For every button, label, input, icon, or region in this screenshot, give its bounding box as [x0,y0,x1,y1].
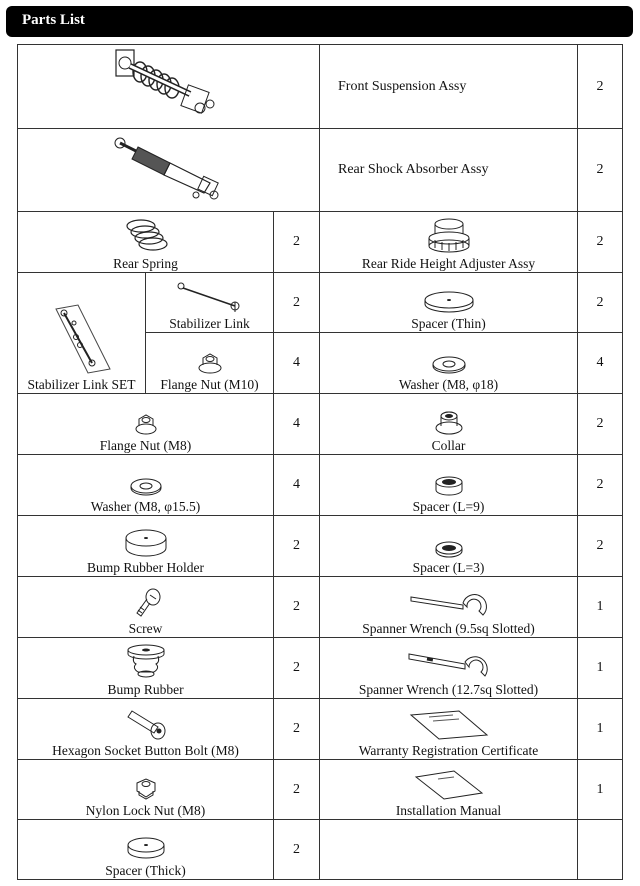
part-cell [18,699,274,760]
qty-cell [274,273,320,333]
spring-icon [121,218,171,254]
document-icon [409,711,489,741]
part-qty: 2 [596,416,604,431]
part-qty: 4 [293,477,300,492]
flange-nut-icon [198,353,222,375]
spanner-icon [409,593,489,619]
table-row [18,273,623,333]
qty-cell [274,516,320,577]
part-qty: 4 [596,355,604,370]
qty-cell [274,455,320,516]
part-cell [320,516,578,577]
qty-cell [274,638,320,699]
part-cell [18,455,274,516]
table-row [18,760,623,820]
spanner-icon [407,650,491,680]
stabilizer-link-icon [177,282,243,314]
part-name: Nylon Lock Nut (M8) [85,803,206,818]
table-row [18,577,623,638]
part-name: Collar [431,438,466,453]
part-cell [320,577,578,638]
table-row [18,638,623,699]
bolt-icon [124,709,168,741]
front-suspension-icon [110,46,230,126]
table-row [18,820,623,880]
part-qty: 2 [293,599,300,614]
part-cell [18,394,274,455]
flange-nut-icon [135,414,157,436]
stabilizer-set-icon [52,303,112,375]
part-cell [18,638,274,699]
part-name-cell [320,45,578,129]
qty-cell [578,455,623,516]
part-name: Rear Ride Height Adjuster Assy [361,256,536,271]
part-name-cell [320,129,578,212]
part-cell [146,273,274,333]
part-qty: 4 [293,416,300,431]
table-row [18,516,623,577]
part-name: Stabilizer Link [169,316,250,331]
part-cell [18,273,146,394]
part-name: Warranty Registration Certificate [358,743,539,758]
empty-cell [320,820,578,880]
table-row [18,394,623,455]
table-row [18,45,623,129]
part-name: Spacer (L=3) [412,560,485,575]
part-name: Bump Rubber [107,682,184,697]
parts-table [17,44,623,880]
part-qty: 2 [596,162,604,177]
washer-icon [431,355,467,375]
spacer-icon [126,835,166,861]
part-name: Installation Manual [395,803,502,818]
qty-cell [578,516,623,577]
part-name: Spanner Wrench (12.7sq Slotted) [358,682,539,697]
part-name: Spanner Wrench (9.5sq Slotted) [362,621,535,636]
header-bar [6,6,633,37]
empty-cell [578,820,623,880]
part-qty: 2 [596,234,604,249]
part-name: Spacer (Thick) [105,863,186,878]
part-image-cell [18,129,320,212]
part-image-cell [18,45,320,129]
part-qty: 1 [596,660,604,675]
part-name: Screw [128,621,163,636]
part-qty: 1 [596,721,604,736]
table-row [18,212,623,273]
table-row [18,455,623,516]
part-cell [320,699,578,760]
part-cell [320,333,578,394]
page-title: Parts List [22,12,85,28]
qty-cell [578,699,623,760]
part-qty: 2 [293,234,300,249]
part-qty: 2 [293,294,300,310]
part-qty: 2 [293,721,300,736]
qty-cell [578,273,623,333]
rear-shock-icon [110,133,230,205]
part-qty: 1 [596,781,604,797]
qty-cell [578,577,623,638]
qty-cell [274,212,320,273]
qty-cell [578,394,623,455]
part-cell [18,212,274,273]
part-qty: 2 [596,477,604,492]
part-name: Washer (M8, φ18) [398,377,499,392]
qty-cell [274,577,320,638]
part-name: Stabilizer Link SET [27,377,136,392]
part-qty: 2 [596,294,604,310]
holder-icon [124,528,168,558]
part-cell [18,577,274,638]
part-qty: 2 [596,78,604,94]
part-qty: 2 [293,781,300,797]
part-cell [320,394,578,455]
adjuster-icon [427,216,471,254]
qty-cell [274,333,320,394]
qty-cell [578,333,623,394]
part-cell [320,273,578,333]
part-name: Rear Shock Absorber Assy [338,162,489,177]
part-name: Front Suspension Assy [338,78,467,94]
qty-cell [578,212,623,273]
collar-icon [434,410,464,436]
part-name: Bump Rubber Holder [87,560,204,575]
spacer-ring-icon [434,540,464,558]
part-cell [18,820,274,880]
part-name: Washer (M8, φ15.5) [90,499,201,514]
washer-icon [129,477,163,497]
part-cell [18,516,274,577]
part-cell [320,638,578,699]
part-qty: 2 [293,660,300,675]
part-name: Hexagon Socket Button Bolt (M8) [52,743,239,758]
part-qty: 4 [293,355,300,370]
part-qty: 2 [293,841,300,857]
nylon-nut-icon [135,777,157,801]
part-cell [18,760,274,820]
qty-cell [578,760,623,820]
part-name: Spacer (Thin) [411,316,486,331]
table-row [18,699,623,760]
part-name: Spacer (L=9) [412,499,485,514]
qty-cell [578,45,623,129]
part-qty: 2 [596,538,604,553]
document-icon [414,771,484,801]
qty-cell [274,820,320,880]
bump-rubber-icon [126,644,166,680]
spacer-icon [423,290,475,314]
table-row [18,129,623,212]
qty-cell [274,394,320,455]
part-name: Flange Nut (M10) [160,377,259,392]
part-cell [320,455,578,516]
part-qty: 2 [293,538,300,553]
screw-icon [131,587,161,619]
qty-cell [578,638,623,699]
part-name: Rear Spring [113,256,178,271]
part-qty: 1 [596,599,604,614]
qty-cell [274,760,320,820]
qty-cell [578,129,623,212]
qty-cell [274,699,320,760]
spacer-ring-icon [434,475,464,497]
part-name: Flange Nut (M8) [99,438,192,453]
part-cell [146,333,274,394]
part-cell [320,212,578,273]
part-cell [320,760,578,820]
